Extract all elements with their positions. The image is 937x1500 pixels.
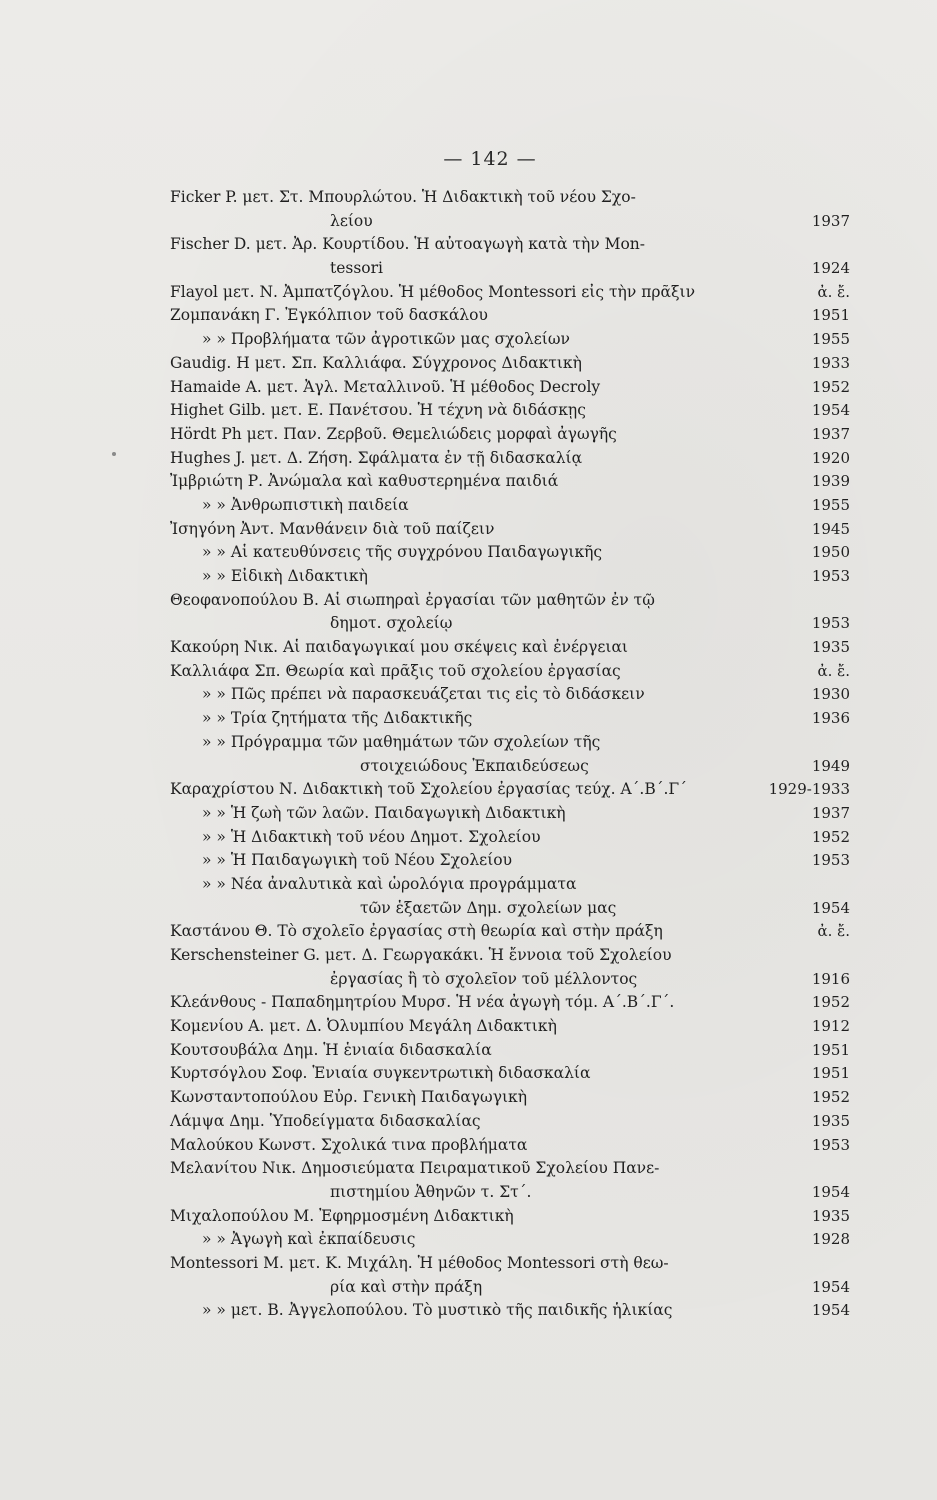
entry-text: Κακούρη Νικ. Αἱ παιδαγωγικαί μου σκέψεις καὶ ἐνέργειαι: [170, 638, 629, 657]
entry-text: Κλεάνθους - Παπαδημητρίου Μυρσ. Ἡ νέα ἀγωγὴ τόμ. Α΄.Β΄.Γ΄.: [170, 993, 675, 1012]
entry-year: 1928: [811, 1230, 850, 1249]
entry-text: Καστάνου Θ. Τὸ σχολεῖο ἐργασίας στὴ θεωρία καὶ στὴν πράξη: [170, 922, 663, 941]
entry-text: » » Εἰδικὴ Διδακτικὴ: [202, 567, 368, 585]
entry-year: 1954: [811, 1277, 850, 1296]
bibliography-entry-line: [170, 210, 850, 234]
entry-text: Θεοφανοπούλου Β. Αἱ σιωπηραὶ ἐργασίαι τῶν μαθητῶν ἐν τῷ: [170, 590, 655, 609]
bibliography-entry-line: [170, 897, 850, 921]
entry-text: » » μετ. Β. Ἀγγελοπούλου. Τὸ μυστικὸ τῆς παιδικῆς ἡλικίας: [202, 1301, 673, 1320]
entry-year: 1951: [811, 306, 850, 325]
entry-text: Κωνσταντοπούλου Εὐρ. Γενικὴ Παιδαγωγικὴ: [170, 1088, 528, 1107]
bibliography-entry-line: [170, 1157, 850, 1181]
entry-year: 1930: [811, 685, 850, 704]
entry-text: » » Τρία ζητήματα τῆς Διδακτικῆς: [202, 709, 473, 728]
bibliography-entry-line: [170, 1134, 850, 1158]
entry-text: Hamaide A. μετ. Ἀγλ. Μεταλλινοῦ. Ἡ μέθοδος Decroly: [170, 377, 601, 396]
entry-text: Flayol μετ. Ν. Ἀμπατζόγλου. Ἡ μέθοδος Montessori εἰς τὴν πρᾶξιν: [170, 282, 695, 301]
bibliography-entry-line: [170, 589, 850, 613]
entry-text: ρία καὶ στὴν πράξη: [330, 1277, 483, 1296]
entry-year: 1952: [811, 993, 850, 1012]
entry-year: 1949: [811, 756, 850, 775]
entry-text: Highet Gilb. μετ. Ε. Πανέτσου. Ἡ τέχνη νὰ διδάσκῃς: [170, 401, 586, 420]
bibliography-entry-line: [170, 991, 850, 1015]
bibliography-entry-line: [170, 423, 850, 447]
entry-text: Κυρτσόγλου Σοφ. Ἑνιαία συγκεντρωτικὴ διδασκαλία: [170, 1064, 591, 1083]
entry-year: 1935: [811, 638, 850, 657]
bibliography-list: [170, 186, 850, 1323]
entry-year: 1951: [811, 1064, 850, 1083]
entry-text: Hughes J. μετ. Δ. Ζήση. Σφάλματα ἐν τῇ διδασκαλίᾳ: [170, 448, 583, 467]
entry-text: tessori: [330, 259, 384, 278]
entry-year: 1939: [811, 472, 850, 491]
entry-year: 1954: [811, 401, 850, 420]
entry-year: 1912: [811, 1017, 850, 1036]
entry-year: 1953: [811, 614, 850, 633]
entry-text: Kerschensteiner G. μετ. Δ. Γεωργακάκι. Ἡ ἔννοια τοῦ Σχολείου: [170, 946, 672, 964]
bibliography-entry-line: [170, 518, 850, 542]
entry-text: » » Ἡ Παιδαγωγικὴ τοῦ Νέου Σχολείου: [202, 851, 513, 870]
entry-year: 1935: [811, 1206, 850, 1225]
entry-year: 1953: [811, 1135, 850, 1154]
bibliography-entry-line: [170, 1205, 850, 1229]
entry-year: 1937: [811, 211, 850, 230]
entry-text: » » Ἡ Διδακτικὴ τοῦ νέου Δημοτ. Σχολείου: [202, 827, 541, 846]
entry-year: 1954: [811, 1182, 850, 1201]
bibliography-entry-line: [170, 636, 850, 660]
bibliography-entry-line: [170, 1015, 850, 1039]
bibliography-entry-line: [170, 755, 850, 779]
entry-text: Montessori M. μετ. Κ. Μιχάλη. Ἡ μέθοδος Montessori στὴ θεω-: [170, 1253, 669, 1272]
entry-text: » » Πρόγραμμα τῶν μαθημάτων τῶν σχολείων τῆς: [202, 732, 601, 751]
entry-text: Μαλούκου Κωνστ. Σχολικά τινα προβλήματα: [170, 1135, 528, 1154]
bibliography-entry-line: [170, 1039, 850, 1063]
entry-year: 1937: [811, 803, 850, 822]
bibliography-entry-line: [170, 1276, 850, 1300]
entry-text: λείου: [330, 211, 373, 230]
entry-year: 1935: [811, 1111, 850, 1130]
page-number: — 142 —: [443, 148, 537, 170]
bibliography-entry-line: [170, 304, 850, 328]
bibliography-entry-line: [170, 778, 850, 802]
entry-year: 1950: [811, 543, 850, 562]
entry-year: 1955: [811, 495, 850, 514]
bibliography-entry-line: [170, 944, 850, 968]
bibliography-entry-line: [170, 731, 850, 755]
bibliography-entry-line: [170, 802, 850, 826]
entry-year: 1945: [811, 519, 850, 538]
bibliography-entry-line: [170, 873, 850, 897]
entry-year: ἀ. ἔ.: [817, 922, 850, 941]
bibliography-entry-line: [170, 281, 850, 305]
bibliography-entry-line: [170, 849, 850, 873]
entry-text: » » Ἀγωγὴ καὶ ἐκπαίδευσις: [202, 1230, 416, 1249]
bibliography-entry-line: [170, 328, 850, 352]
bibliography-entry-line: [170, 1110, 850, 1134]
entry-text: » » Ἡ ζωὴ τῶν λαῶν. Παιδαγωγικὴ Διδακτικὴ: [202, 803, 566, 822]
bibliography-entry-line: [170, 447, 850, 471]
entry-text: Ficker P. μετ. Στ. Μπουρλώτου. Ἡ Διδακτικὴ τοῦ νέου Σχο-: [170, 188, 636, 206]
entry-text: » » Ἀνθρωπιστικὴ παιδεία: [202, 495, 409, 514]
entry-text: στοιχειώδους Ἐκπαιδεύσεως: [360, 756, 589, 775]
entry-text: » » Αἱ κατευθύνσεις τῆς συγχρόνου Παιδαγωγικῆς: [202, 543, 603, 562]
bibliography-entry-line: [170, 1228, 850, 1252]
bibliography-entry-line: [170, 920, 850, 944]
bibliography-entry-line: [170, 233, 850, 257]
entry-year: 1952: [811, 377, 850, 396]
entry-text: Ἰσηγόνη Ἀντ. Μανθάνειν διὰ τοῦ παίζειν: [170, 519, 495, 538]
entry-text: Ἰμβριώτη Ρ. Ἀνώμαλα καὶ καθυστερημένα παιδιά: [170, 472, 559, 491]
entry-text: » » Πῶς πρέπει νὰ παρασκευάζεται τις εἰς τὸ διδάσκειν: [202, 685, 645, 704]
entry-year: ἀ. ἔ.: [817, 282, 850, 301]
entry-year: 1954: [811, 898, 850, 917]
entry-year: 1916: [811, 969, 850, 988]
bibliography-entry-line: [170, 1062, 850, 1086]
entry-text: Κουτσουβάλα Δημ. Ἡ ἑνιαία διδασκαλία: [170, 1040, 492, 1059]
entry-text: Καλλιάφα Σπ. Θεωρία καὶ πρᾶξις τοῦ σχολείου ἐργασίας: [170, 661, 621, 680]
entry-text: » » Προβλήματα τῶν ἀγροτικῶν μας σχολείων: [202, 330, 570, 349]
entry-year: 1936: [811, 709, 850, 728]
entry-text: Καραχρίστου Ν. Διδακτικὴ τοῦ Σχολείου ἐργασίας τεύχ. Α΄.Β΄.Γ΄: [170, 780, 687, 799]
bibliography-entry-line: [170, 968, 850, 992]
bibliography-entry-line: [170, 660, 850, 684]
bibliography-entry-line: [170, 1086, 850, 1110]
entry-year: 1920: [811, 448, 850, 467]
bibliography-entry-line: [170, 399, 850, 423]
entry-year: 1951: [811, 1040, 850, 1059]
bibliography-entry-line: [170, 826, 850, 850]
bibliography-entry-line: [170, 186, 850, 210]
bibliography-entry-line: [170, 494, 850, 518]
entry-year: 1954: [811, 1301, 850, 1320]
bibliography-entry-line: [170, 612, 850, 636]
bibliography-entry-line: [170, 707, 850, 731]
bibliography-entry-line: [170, 683, 850, 707]
entry-text: πιστημίου Ἀθηνῶν τ. Στ΄.: [330, 1182, 532, 1201]
bibliography-entry-line: [170, 1181, 850, 1205]
entry-text: τῶν ἑξαετῶν Δημ. σχολείων μας: [360, 898, 617, 917]
entry-year: 1953: [811, 567, 850, 585]
entry-text: Hördt Ph μετ. Παν. Ζερβοῦ. Θεμελιώδεις μορφαὶ ἀγωγῆς: [170, 424, 617, 443]
entry-year: 1929-1933: [768, 780, 850, 799]
entry-year: 1953: [811, 851, 850, 870]
entry-year: 1933: [811, 353, 850, 372]
entry-year: 1937: [811, 424, 850, 443]
entry-text: Μελανίτου Νικ. Δημοσιεύματα Πειραματικοῦ Σχολείου Πανε-: [170, 1159, 660, 1178]
entry-year: 1955: [811, 330, 850, 349]
entry-text: Κομενίου Α. μετ. Δ. Ὀλυμπίου Μεγάλη Διδακτικὴ: [170, 1017, 557, 1036]
entry-text: Gaudig. H μετ. Σπ. Καλλιάφα. Σύγχρονος Διδακτικὴ: [170, 353, 582, 372]
entry-text: » » Νέα ἀναλυτικὰ καὶ ὡρολόγια προγράμματα: [202, 874, 577, 893]
entry-text: Μιχαλοπούλου Μ. Ἐφηρμοσμένη Διδακτικὴ: [170, 1206, 514, 1225]
bibliography-entry-line: [170, 1252, 850, 1276]
entry-text: Fischer D. μετ. Ἀρ. Κουρτίδου. Ἡ αὐτοαγωγὴ κατὰ τὴν Mon-: [170, 235, 646, 254]
bibliography-entry-line: [170, 352, 850, 376]
entry-text: Ζομπανάκη Γ. Ἐγκόλπιον τοῦ δασκάλου: [170, 306, 488, 325]
bibliography-entry-line: [170, 565, 850, 589]
bibliography-entry-line: [170, 470, 850, 494]
bibliography-entry-line: [170, 376, 850, 400]
bibliography-entry-line: [170, 541, 850, 565]
entry-text: ἐργασίας ἢ τὸ σχολεῖον τοῦ μέλλοντος: [330, 969, 638, 988]
entry-year: ἀ. ἔ.: [817, 661, 850, 680]
gutter-mark: [112, 452, 116, 456]
entry-text: δημοτ. σχολείῳ: [330, 614, 453, 633]
bibliography-entry-line: [170, 257, 850, 281]
bibliography-entry-line: [170, 1299, 850, 1323]
entry-text: Λάμψα Δημ. Ὑποδείγματα διδασκαλίας: [170, 1111, 481, 1130]
entry-year: 1952: [811, 827, 850, 846]
entry-year: 1924: [811, 259, 850, 278]
entry-year: 1952: [811, 1088, 850, 1107]
